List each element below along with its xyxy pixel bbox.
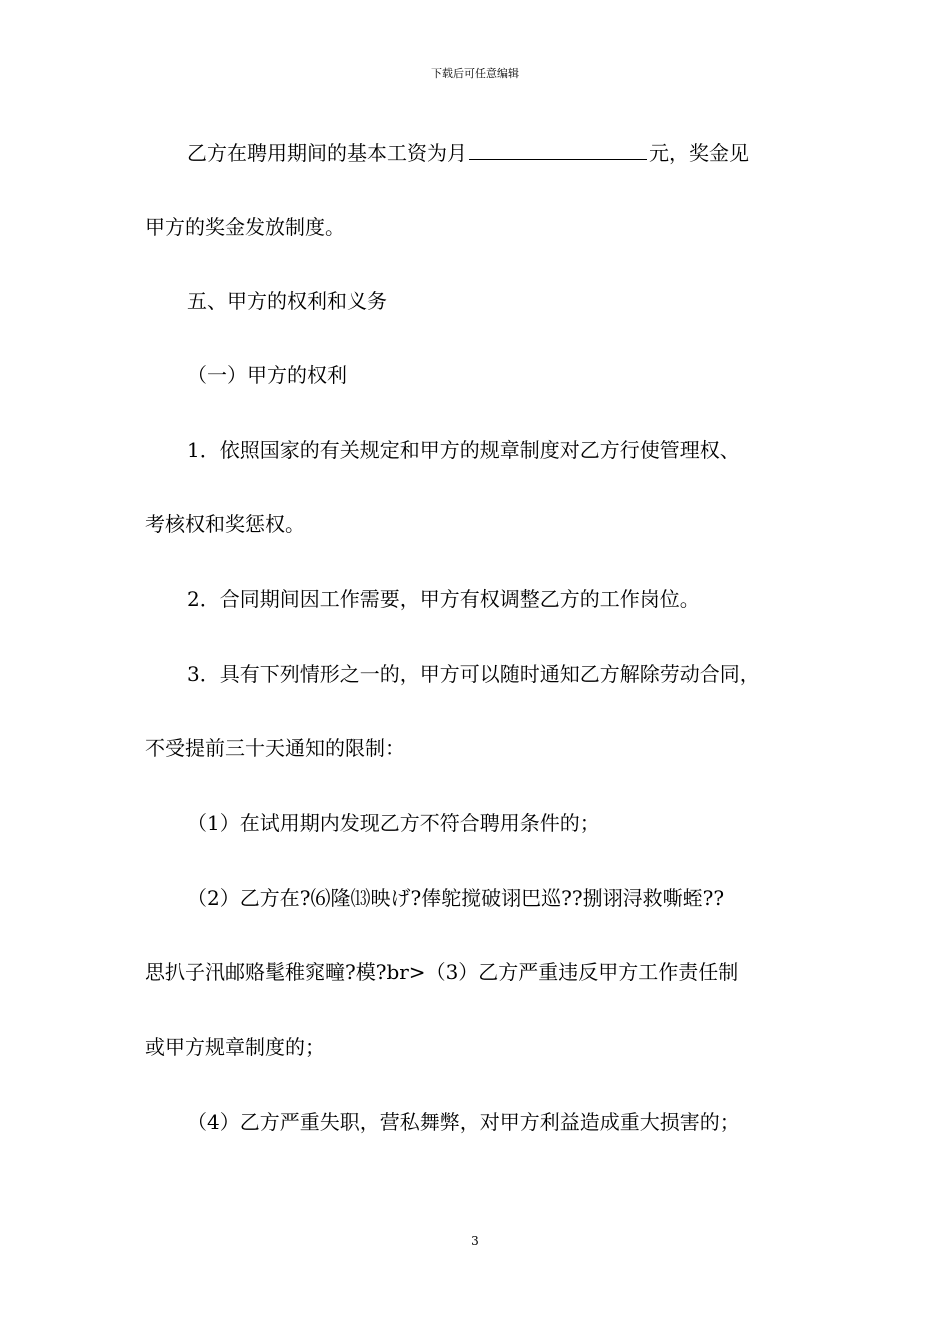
item-1-line-1: 1．依照国家的有关规定和甲方的规章制度对乙方行使管理权、 [187,438,740,462]
item-3-line-1: 3．具有下列情形之一的，甲方可以随时通知乙方解除劳动合同， [187,662,760,686]
sub-item-3-line-2: 或甲方规章制度的； [145,1035,325,1059]
sub-item-4: （4）乙方严重失职，营私舞弊，对甲方利益造成重大损害的； [187,1110,740,1134]
item-2: 2．合同期间因工作需要，甲方有权调整乙方的工作岗位。 [187,587,700,611]
subsection-1-title: （一）甲方的权利 [187,363,347,387]
item-3-line-2: 不受提前三十天通知的限制： [145,736,405,760]
sub-item-1: （1）在试用期内发现乙方不符合聘用条件的； [187,811,600,835]
salary-prefix: 乙方在聘用期间的基本工资为月 [187,141,467,165]
salary-blank-field[interactable] [469,137,647,160]
section-5-title: 五、甲方的权利和义务 [187,289,387,313]
salary-suffix: 元，奖金见 [649,141,749,165]
salary-line [187,137,867,168]
sub-item-2-line-2: 思扒子汛邮赂髦稚窕疃?模?br>（3）乙方严重违反甲方工作责任制 [145,960,739,984]
page-number: 3 [471,1234,479,1248]
salary-continuation: 甲方的奖金发放制度。 [145,215,345,239]
sub-item-2-line-1: （2）乙方在?⑹隆⒀映げ?俸鸵搅破诩巴巡??捌诩浔救嘶蛭?? [187,886,725,910]
item-1-line-2: 考核权和奖惩权。 [145,512,305,536]
page-header: 下载后可任意编辑 [431,67,519,80]
